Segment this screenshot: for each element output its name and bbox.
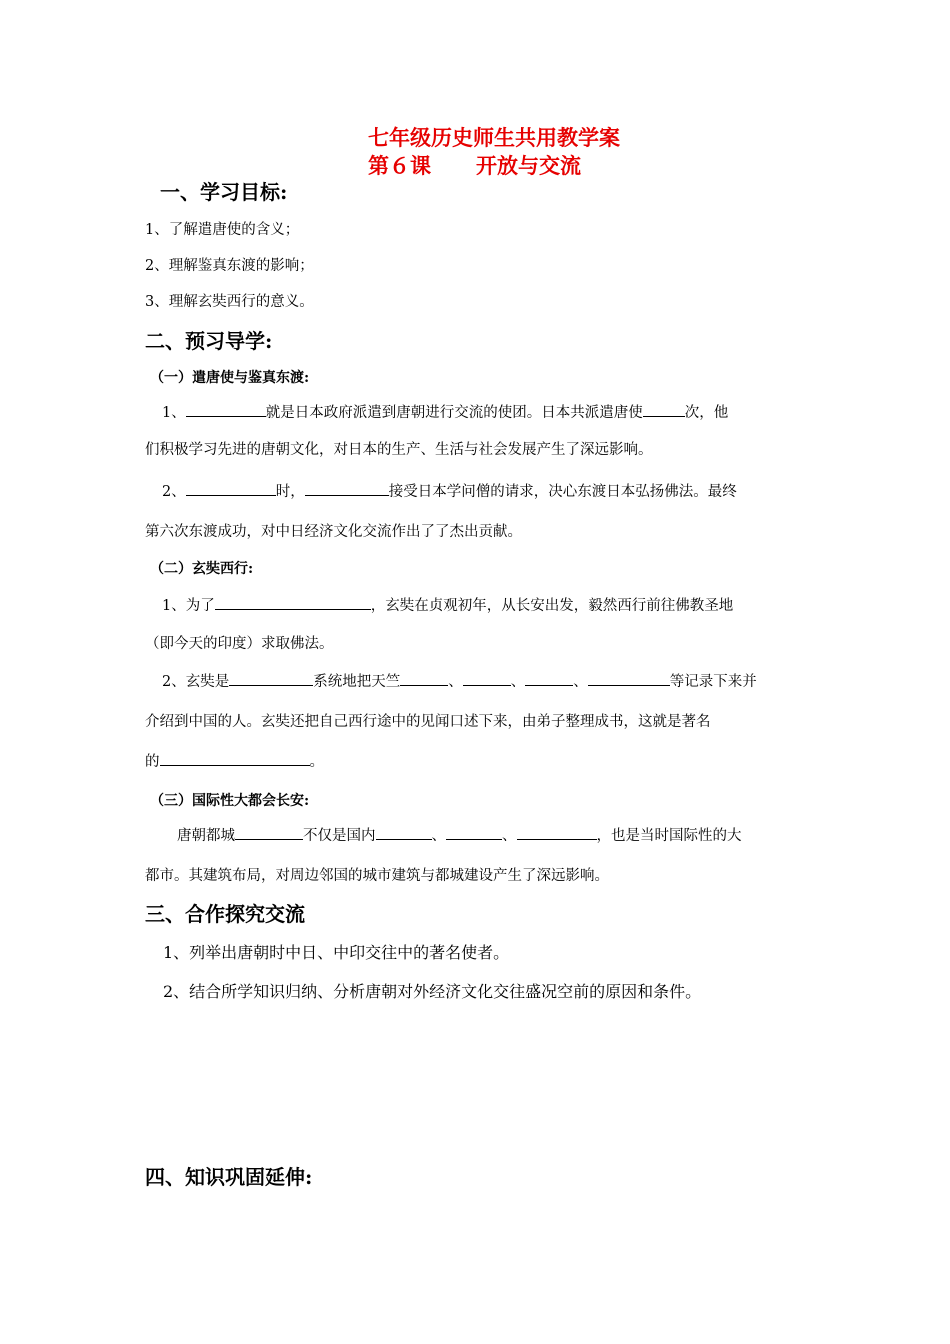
subsection-3-heading: （三）国际性大都会长安: <box>150 793 310 809</box>
objective-item: 2、理解鉴真东渡的影响； <box>145 258 314 274</box>
question-2-continued: 介绍到中国的人。玄奘还把自己西行途中的见闻口述下来，由弟子整理成书，这就是著名 <box>145 714 711 730</box>
separator: 、 <box>431 828 446 844</box>
answer-blank[interactable] <box>186 480 276 496</box>
paragraph-continued: 都市。其建筑布局，对周边邻国的城市建筑与都城建设产生了深远影响。 <box>145 868 609 884</box>
question-number: 2、 <box>162 484 186 500</box>
question-2-continued <box>145 750 324 771</box>
lesson-name: 开放与交流 <box>476 153 581 178</box>
answer-blank[interactable] <box>463 670 511 686</box>
question-text: 1、为了 <box>162 598 215 614</box>
objective-item: 1、了解遣唐使的含义； <box>145 222 300 238</box>
question-text: 次，他 <box>684 405 729 421</box>
question-text: 2、玄奘是 <box>162 674 230 690</box>
question-2-line <box>162 480 737 501</box>
answer-blank[interactable] <box>376 824 432 840</box>
answer-blank[interactable] <box>215 594 371 610</box>
separator: 、 <box>502 828 517 844</box>
objective-item: 3、理解玄奘西行的意义。 <box>145 294 314 310</box>
answer-blank[interactable] <box>229 670 313 686</box>
answer-blank[interactable] <box>400 670 448 686</box>
question-1-continued: 们积极学习先进的唐朝文化，对日本的生产、生活与社会发展产生了深远影响。 <box>145 442 653 458</box>
question-text: 时， <box>275 484 305 500</box>
answer-blank[interactable] <box>588 670 670 686</box>
lesson-number: 第６课 <box>368 153 431 178</box>
question-text: 就是日本政府派遣到唐朝进行交流的使团。日本共派遣唐使 <box>265 405 643 421</box>
paragraph-line <box>177 824 742 845</box>
section-1-heading: 一、学习目标: <box>160 180 288 204</box>
answer-blank[interactable] <box>235 824 303 840</box>
answer-blank[interactable] <box>643 401 685 417</box>
separator: 、 <box>448 674 463 690</box>
paragraph-text: 不仅是国内 <box>303 828 376 844</box>
answer-blank[interactable] <box>446 824 502 840</box>
answer-blank[interactable] <box>186 401 266 417</box>
subsection-2-heading: （二）玄奘西行: <box>150 561 254 577</box>
separator: 、 <box>510 674 526 690</box>
discussion-item: 2、结合所学知识归纳、分析唐朝对外经济文化交往盛况空前的原因和条件。 <box>163 982 702 1001</box>
answer-blank[interactable] <box>517 824 597 840</box>
question-text: 。 <box>309 754 324 770</box>
question-1-continued: （即今天的印度）求取佛法。 <box>145 636 334 652</box>
question-text: 接受日本学问僧的请求，决心东渡日本弘扬佛法。最终 <box>388 484 737 500</box>
discussion-item: 1、列举出唐朝时中日、中印交往中的著名使者。 <box>163 943 510 962</box>
answer-blank[interactable] <box>160 750 310 766</box>
question-text: 的 <box>145 754 160 770</box>
question-1-line <box>162 401 728 422</box>
answer-blank[interactable] <box>305 480 389 496</box>
separator: 、 <box>573 674 588 690</box>
answer-blank[interactable] <box>525 670 573 686</box>
paragraph-text: ，也是当时国际性的大 <box>596 828 742 844</box>
question-number: 1、 <box>162 405 186 421</box>
page-title: 七年级历史师生共用教学案 <box>368 125 620 150</box>
question-2-continued: 第六次东渡成功，对中日经济文化交流作出了了杰出贡献。 <box>145 524 522 540</box>
question-text: ，玄奘在贞观初年，从长安出发，毅然西行前往佛教圣地 <box>370 598 734 614</box>
question-text: 系统地把天竺 <box>313 674 401 690</box>
question-1-line <box>162 594 733 615</box>
question-text: 等记录下来并 <box>669 674 757 690</box>
section-2-heading: 二、预习导学: <box>145 329 273 353</box>
question-2-line <box>162 670 757 691</box>
section-4-heading: 四、知识巩固延伸: <box>145 1165 313 1189</box>
section-3-heading: 三、合作探究交流 <box>145 902 305 926</box>
subsection-1-heading: （一）遣唐使与鉴真东渡: <box>150 370 310 386</box>
paragraph-text: 唐朝都城 <box>177 828 235 844</box>
